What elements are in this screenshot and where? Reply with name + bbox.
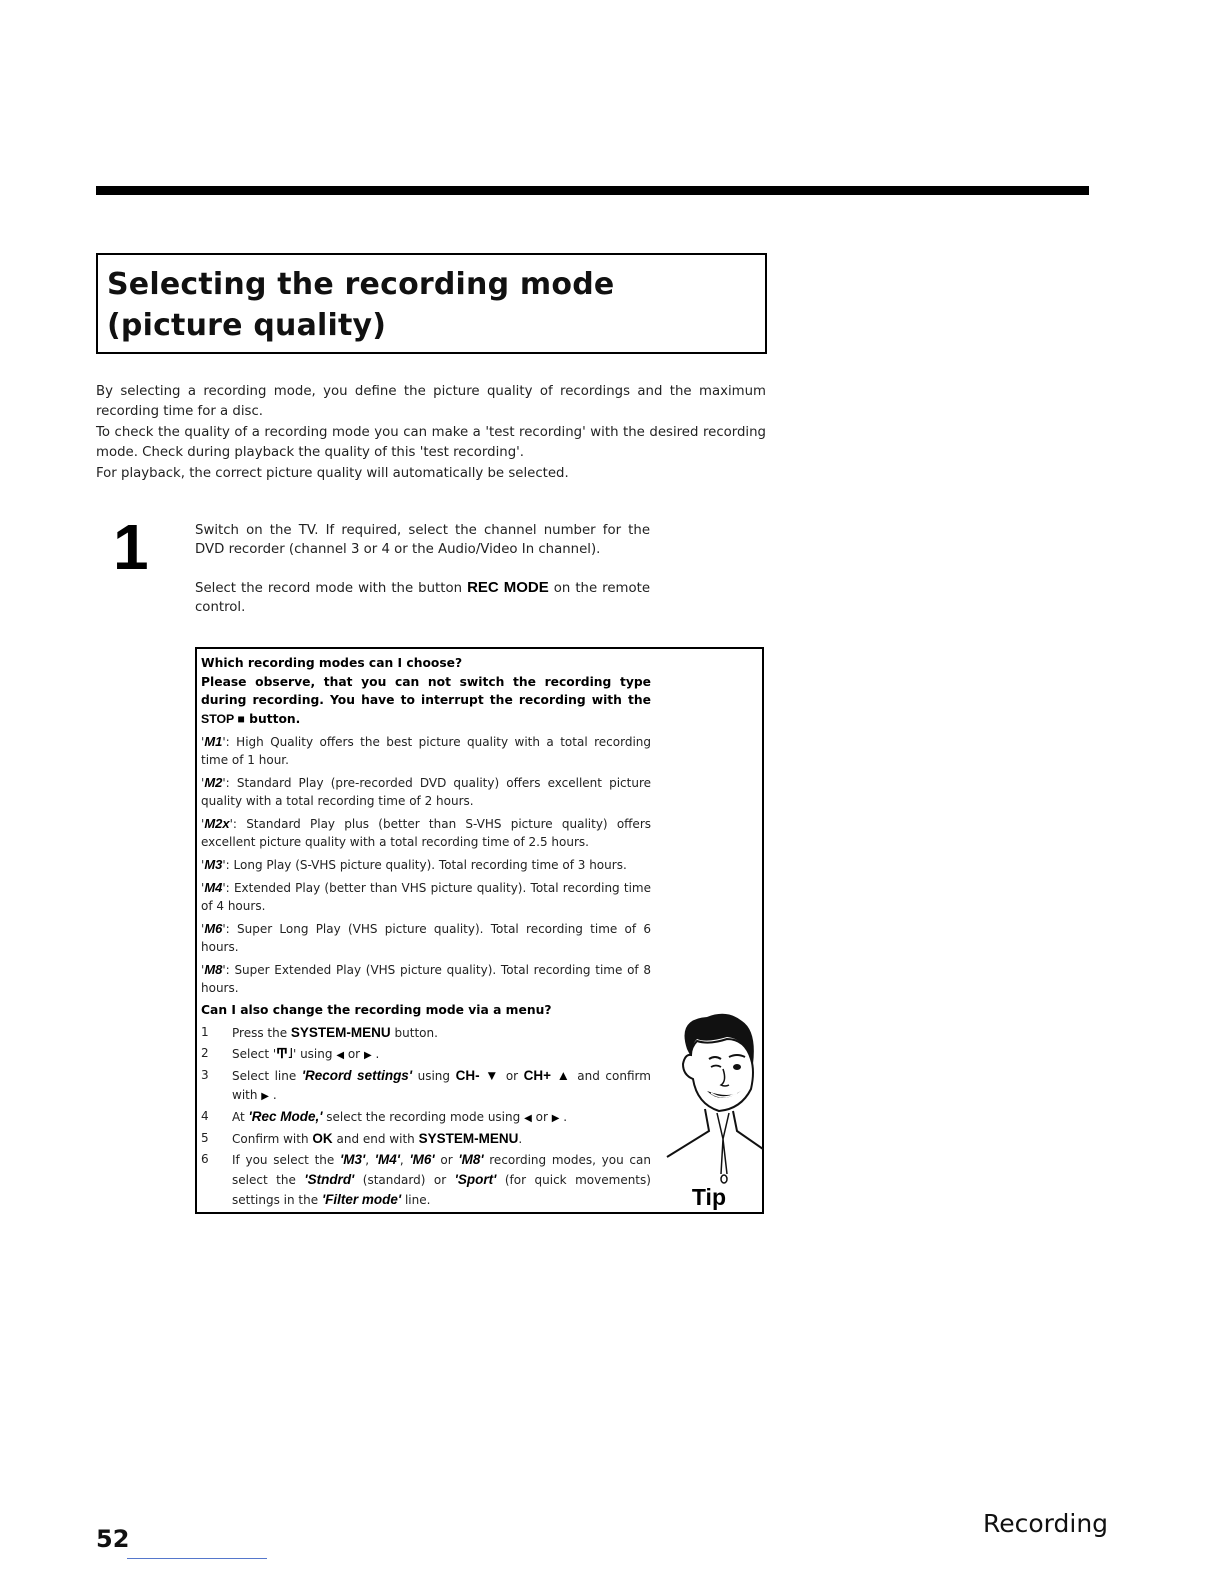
menu-step: 1 Press the SYSTEM-MENU button. [201,1024,438,1040]
step-text-1: Switch on the TV. If required, select the channel number for the DVD recorder (channel 3 or 4 or the Audio/Video In channel). [195,523,650,557]
stop-key: STOP ■ [201,711,245,726]
intro-paragraph: For playback, the correct picture quality will automatically be selected. [96,465,569,481]
mascot-illustration [657,1009,767,1189]
bottom-rule [127,1558,267,1559]
rec-mode-key: REC MODE [467,579,549,596]
tip-label: Tip [691,1184,726,1210]
step-text-2: Select the record mode with the button REC MODE on the remote control. [195,579,651,615]
menu-step: 2 Select 'Ͳ˩' using ◀ or ▶ . [201,1045,380,1061]
right-arrow-icon: ▶ [363,1049,372,1061]
menu-step: 6 If you select the 'M3', 'M4', 'M6' or 'M8' recording modes, you can select the 'Stndrd' (standard) or 'Sport' (for quick movements) settings in the 'Filter mode' line. [201,1151,651,1207]
top-rule [96,186,1089,195]
menu-step: 3 Select line 'Record settings' using CH- ▼ or CH+ ▲ and confirm with ▶ . [201,1067,651,1102]
tip-question-1: Which recording modes can I choose? [201,656,463,670]
page-title-line1: Selecting the recording mode [107,267,615,302]
intro-text [96,382,766,484]
intro-paragraph: To check the quality of a recording mode you can make a 'test recording' with the desired recording mode. Check during playback the quality of this 'test recording'. [96,424,766,461]
page-number: 52 [96,1525,130,1553]
tip-box [195,647,764,1214]
mode-item: 'M2': Standard Play (pre-recorded DVD quality) offers excellent picture quality with a total recording time of 2 hours. [201,775,651,808]
tip-observe-note: Please observe, that you can not switch the recording type during recording. You have to interrupt the recording with the STOP ■ button. [201,674,651,726]
mode-item: 'M1': High Quality offers the best picture quality with a total recording time of 1 hour. [201,734,651,767]
intro-paragraph: By selecting a recording mode, you define the picture quality of recordings and the maximum recording time for a disc. [96,384,766,420]
mode-item: 'M4': Extended Play (better than VHS picture quality). Total recording time of 4 hours. [201,880,651,913]
mode-item: 'M8': Super Extended Play (VHS picture quality). Total recording time of 8 hours. [201,962,651,995]
right-arrow-icon: ▶ [261,1090,269,1102]
page-title-line2: (picture quality) [107,308,387,343]
menu-step: 5 Confirm with OK and end with SYSTEM-MENU. [201,1130,523,1146]
mode-item: 'M2x': Standard Play plus (better than S-VHS picture quality) offers excellent picture quality with a total recording time of 2.5 hours. [201,816,652,849]
tip-content [201,654,651,1211]
menu-step: 4 At 'Rec Mode,' select the recording mode using ◀ or ▶ . [201,1108,568,1124]
record-settings-icon: Ͳ˩ [276,1045,293,1061]
tip-question-2: Can I also change the recording mode via a menu? [201,1003,552,1017]
left-arrow-icon: ◀ [524,1112,532,1124]
section-name: Recording [983,1509,1109,1538]
left-arrow-icon: ◀ [336,1049,345,1061]
menu-steps-list [201,1023,651,1210]
right-arrow-icon: ▶ [551,1112,560,1124]
mode-item: 'M3': Long Play (S-VHS picture quality). Total recording time of 3 hours. [201,857,627,872]
page-title-box [96,253,767,354]
mode-item: 'M6': Super Long Play (VHS picture quality). Total recording time of 6 hours. [201,921,651,954]
step-number: 1 [113,511,149,583]
